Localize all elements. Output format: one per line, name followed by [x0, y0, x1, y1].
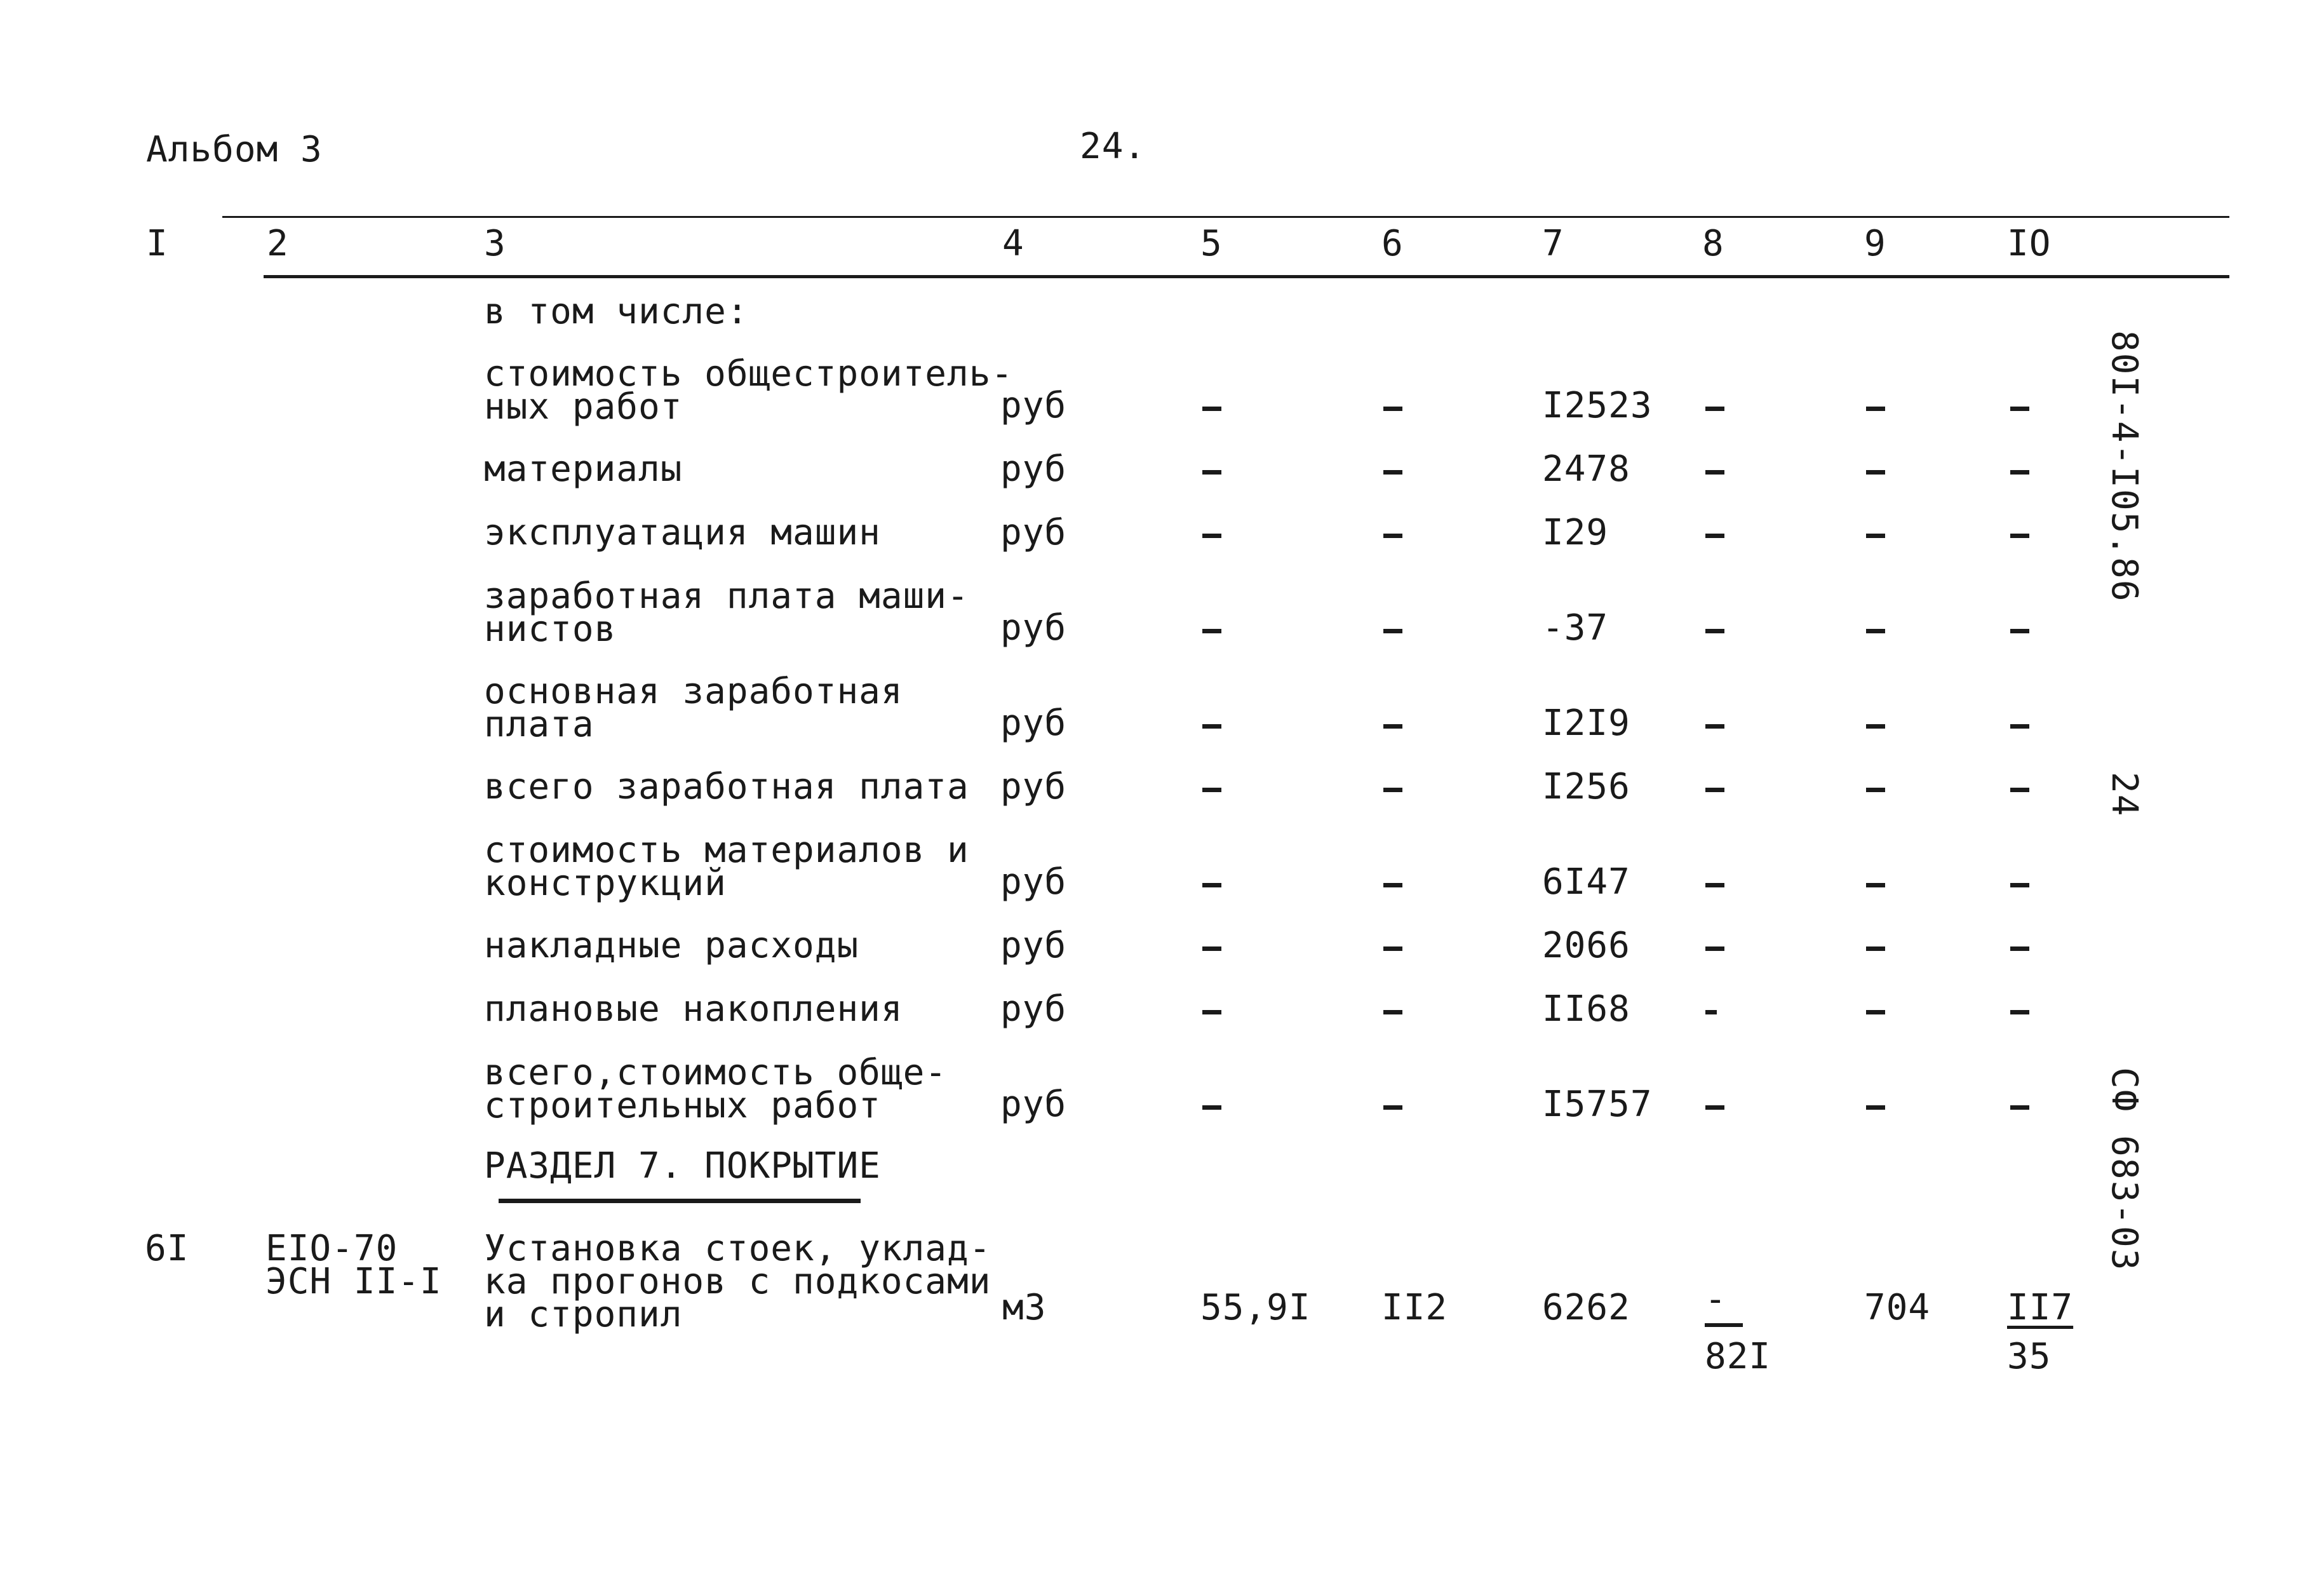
row-unit: руб [1000, 861, 1067, 903]
dash-col8 [1705, 407, 1724, 411]
dash-col8 [1705, 883, 1724, 887]
row-label: всего заработная плата [484, 766, 969, 807]
row-value-col7: 2066 [1542, 925, 1630, 966]
row-unit: руб [1000, 988, 1067, 1030]
item-col5: 55,9I [1200, 1287, 1311, 1328]
section-title: РАЗДЕЛ 7. ПОКРЫТИЕ [484, 1145, 881, 1187]
dash-col5 [1202, 470, 1221, 475]
item-col6: II2 [1381, 1287, 1448, 1328]
col-header-6: 6 [1381, 223, 1404, 264]
row-label: стоимость общестроитель- ных работ [484, 353, 1014, 428]
dash-col9 [1866, 883, 1885, 887]
dash-col10 [2010, 629, 2029, 633]
dash-col9 [1866, 1010, 1885, 1014]
row-unit: руб [1000, 512, 1067, 553]
dash-col5 [1202, 788, 1221, 792]
dash-col9 [1866, 534, 1885, 538]
row-value-col7: I2523 [1542, 385, 1653, 426]
dash-col10 [2010, 470, 2029, 475]
row-value-col7: I29 [1542, 512, 1609, 553]
col-header-9: 9 [1864, 223, 1886, 264]
item-number: 6I [145, 1228, 189, 1269]
item-col8-fraction-bar [1705, 1323, 1743, 1327]
dash-col10 [2010, 946, 2029, 951]
margin-code: 80I-4-I05.86 [2104, 330, 2145, 603]
row-label: плановые накопления [484, 988, 903, 1030]
col-header-2: 2 [267, 223, 289, 264]
dash-col5 [1202, 1105, 1221, 1110]
row-value-col7: 2478 [1542, 448, 1630, 490]
album-label: Альбом 3 [146, 129, 323, 170]
row-label: основная заработная плата [484, 671, 903, 745]
margin-page: 24 [2104, 772, 2145, 818]
dash-col5 [1202, 946, 1221, 951]
dash-col5 [1202, 629, 1221, 633]
dash-col9 [1866, 788, 1885, 792]
item-col10-bottom: 35 [2007, 1336, 2052, 1377]
item-col8-top: - [1705, 1279, 1727, 1320]
row-label: материалы [484, 448, 683, 490]
col-header-8: 8 [1702, 223, 1724, 264]
dash-col6 [1383, 1010, 1402, 1014]
dash-col6 [1383, 788, 1402, 792]
dash-col6 [1383, 470, 1402, 475]
row-value-col7: -37 [1542, 607, 1609, 649]
dash-col6 [1383, 946, 1402, 951]
dash-col10 [2010, 1105, 2029, 1110]
col-header-5: 5 [1200, 223, 1223, 264]
dash-col8 [1705, 534, 1724, 538]
dash-col9 [1866, 724, 1885, 729]
row-value-col7: I256 [1542, 766, 1630, 807]
dash-col9 [1866, 946, 1885, 951]
row-unit: руб [1000, 607, 1067, 649]
top-rule [222, 216, 2229, 218]
dash-col10 [2010, 883, 2029, 887]
dash-col8 [1705, 629, 1724, 633]
col-header-7: 7 [1542, 223, 1564, 264]
row-unit: руб [1000, 925, 1067, 966]
dash-col9 [1866, 629, 1885, 633]
dash-col9 [1866, 407, 1885, 411]
dash-col10 [2010, 724, 2029, 729]
col-header-3: 3 [484, 223, 506, 264]
row-value-col7: I2I9 [1542, 703, 1630, 744]
dash-col10 [2010, 534, 2029, 538]
row-label: всего,стоимость обще- строительных работ [484, 1052, 948, 1126]
row-label: накладные расходы [484, 925, 859, 966]
row-unit: руб [1000, 385, 1067, 426]
section-title-underline [499, 1199, 861, 1203]
dash-col5 [1202, 883, 1221, 887]
dash-col6 [1383, 534, 1402, 538]
item-col7: 6262 [1542, 1287, 1630, 1328]
dash-col5 [1202, 407, 1221, 411]
row-label: эксплуатация машин [484, 512, 881, 553]
dash-col6 [1383, 407, 1402, 411]
dash-col6 [1383, 629, 1402, 633]
dash-col5 [1202, 1010, 1221, 1014]
header-rule [264, 275, 2229, 278]
item-col9: 704 [1864, 1287, 1931, 1328]
dash-col10 [2010, 1010, 2029, 1014]
row-label: стоимость материалов и конструкций [484, 830, 969, 904]
dash-col8 [1705, 724, 1724, 729]
row-unit: руб [1000, 448, 1067, 490]
row-unit: руб [1000, 1084, 1067, 1125]
row-value-col7: 6I47 [1542, 861, 1630, 903]
item-col10-top: II7 [2007, 1287, 2074, 1328]
dash-col8 [1705, 788, 1724, 792]
col-header-1: I [146, 223, 168, 264]
dash-col6 [1383, 724, 1402, 729]
dash-col6 [1383, 1105, 1402, 1110]
col-header-10: IO [2007, 223, 2052, 264]
dash-col8 [1705, 1105, 1724, 1110]
dash-col9 [1866, 470, 1885, 475]
row-unit: руб [1000, 703, 1067, 744]
dash-col8 [1705, 470, 1724, 475]
row-unit: руб [1000, 766, 1067, 807]
item-col8-bottom: 82I [1705, 1336, 1771, 1377]
row-value-col7: I5757 [1542, 1084, 1653, 1125]
item-code: EIO-70 ЭСН II-I [265, 1228, 442, 1302]
dash-col8 [1705, 1010, 1717, 1014]
row-label: заработная плата маши- нистов [484, 576, 969, 650]
item-unit: м3 [1002, 1287, 1047, 1328]
dash-col10 [2010, 407, 2029, 411]
item-description: Установка стоек, уклад- ка прогонов с подкосами и стропил [484, 1228, 991, 1335]
intro-text: в том числе: [484, 291, 749, 332]
row-value-col7: II68 [1542, 988, 1630, 1030]
col-header-4: 4 [1002, 223, 1024, 264]
dash-col9 [1866, 1105, 1885, 1110]
dash-col5 [1202, 724, 1221, 729]
dash-col10 [2010, 788, 2029, 792]
dash-col6 [1383, 883, 1402, 887]
margin-stamp: СФ 683-03 [2104, 1067, 2145, 1272]
dash-col8 [1705, 946, 1724, 951]
page-number: 24. [1080, 126, 1146, 167]
dash-col5 [1202, 534, 1221, 538]
